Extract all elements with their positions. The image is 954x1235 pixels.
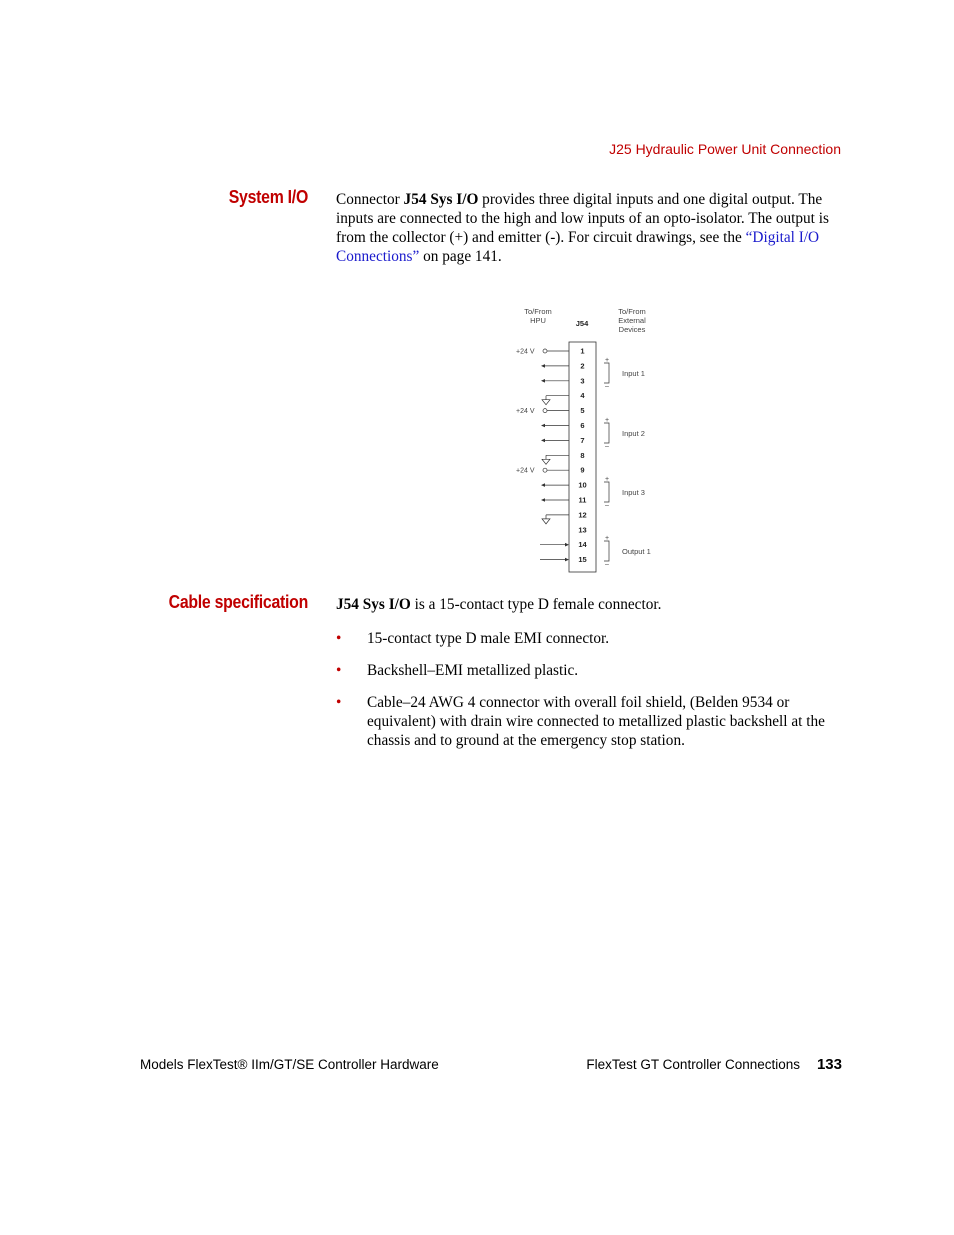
label-to-from-external: To/From [618, 307, 646, 316]
plus-sign: + [604, 535, 610, 542]
pin-number: 8 [580, 450, 585, 460]
pin-number: 6 [580, 421, 585, 430]
ground-symbol [542, 400, 550, 405]
minus-sign: – [605, 502, 609, 509]
label-to-from-external: Devices [618, 325, 646, 334]
footer-chapter-title: FlexTest GT Controller Connections [586, 1057, 800, 1072]
connector-name: J54 Sys I/O [403, 191, 479, 208]
j54-wiring-diagram [500, 300, 680, 580]
pin-number: 5 [580, 406, 585, 416]
list-item [336, 629, 846, 648]
pin-number: 4 [580, 391, 585, 401]
pin-number: 13 [578, 525, 587, 535]
label-to-from-hpu: HPU [530, 316, 546, 325]
terminal-circle [543, 468, 547, 472]
plus-sign: + [604, 417, 610, 424]
ground-symbol [542, 519, 550, 524]
arrow-to-hpu [541, 483, 545, 487]
cable-spec-paragraph [336, 595, 846, 614]
label-to-from-hpu: To/From [524, 307, 552, 316]
arrow-to-hpu [541, 498, 545, 502]
supply-voltage-label: +24 V [516, 467, 535, 475]
system-io-text-prefix: Connector [336, 191, 404, 208]
arrow-to-hpu [541, 364, 545, 368]
group-label: Input 2 [622, 429, 645, 438]
pin-number: 2 [580, 361, 585, 371]
supply-voltage-label: +24 V [516, 348, 535, 356]
arrow-into-connector [565, 543, 569, 547]
section-title-cable-spec: Cable specification [168, 592, 308, 612]
polarity-bracket [604, 363, 609, 383]
ground-symbol [542, 459, 550, 464]
system-io-text-suffix: on page 141. [419, 248, 502, 265]
pin-number: 9 [580, 465, 585, 475]
bullet-marker: • [336, 662, 342, 679]
pin-number: 14 [578, 540, 587, 550]
polarity-bracket [604, 541, 609, 561]
terminal-circle [543, 409, 547, 413]
pin-number: 12 [578, 510, 587, 520]
group-label: Input 3 [622, 488, 645, 497]
arrow-to-hpu [541, 424, 545, 428]
pin-number: 15 [578, 555, 587, 565]
cable-spec-list [336, 629, 846, 750]
system-io-paragraph [336, 190, 846, 266]
list-item-text: Cable–24 AWG 4 connector with overall foil shield, (Belden 9534 or equivalent) with drain wire connected to metallized plastic backshell at the chassis and to ground at the emergency stop station. [367, 694, 825, 749]
polarity-bracket [604, 423, 609, 443]
list-item-text: Backshell–EMI metallized plastic. [367, 662, 579, 679]
group-label: Output 1 [622, 547, 651, 556]
page-number: 133 [816, 1056, 842, 1073]
running-header: J25 Hydraulic Power Unit Connection [609, 141, 841, 157]
connector-name: J54 Sys I/O [336, 596, 411, 613]
pin-number: 1 [580, 346, 585, 356]
minus-sign: – [605, 561, 609, 568]
terminal-circle [543, 349, 547, 353]
pin-number: 3 [580, 376, 585, 386]
list-item [336, 693, 846, 750]
minus-sign: – [605, 443, 609, 450]
bullet-marker: • [336, 630, 342, 647]
label-to-from-external: External [618, 316, 646, 325]
minus-sign: – [605, 383, 609, 390]
arrow-into-connector [565, 558, 569, 562]
arrow-to-hpu [541, 439, 545, 443]
section-title-system-io: System I/O [228, 187, 308, 207]
plus-sign: + [604, 476, 610, 483]
list-item [336, 661, 846, 680]
bullet-marker: • [336, 694, 342, 711]
pin-number: 11 [578, 495, 587, 505]
polarity-bracket [604, 482, 609, 502]
system-io-text-middle: provides three digital inputs and one digital output. The inputs are connected to the high and low inputs of an opto-isolator. The output is from the collector (+) and emitter (-). For circuit drawings, see the [336, 191, 829, 246]
plus-sign: + [604, 357, 610, 364]
group-label: Input 1 [622, 369, 645, 378]
cable-spec-text: is a 15-contact type D female connector. [410, 596, 662, 613]
list-item-text: 15-contact type D male EMI connector. [367, 630, 610, 647]
supply-voltage-label: +24 V [516, 408, 535, 416]
pin-number: 7 [580, 435, 585, 445]
footer-book-title: Models FlexTest® IIm/GT/SE Controller Hardware [140, 1057, 439, 1072]
arrow-to-hpu [541, 379, 545, 383]
pin-number: 10 [578, 480, 587, 490]
cross-reference-link[interactable]: “Digital I/O Connections” [336, 229, 820, 265]
label-j54: J54 [575, 319, 589, 328]
